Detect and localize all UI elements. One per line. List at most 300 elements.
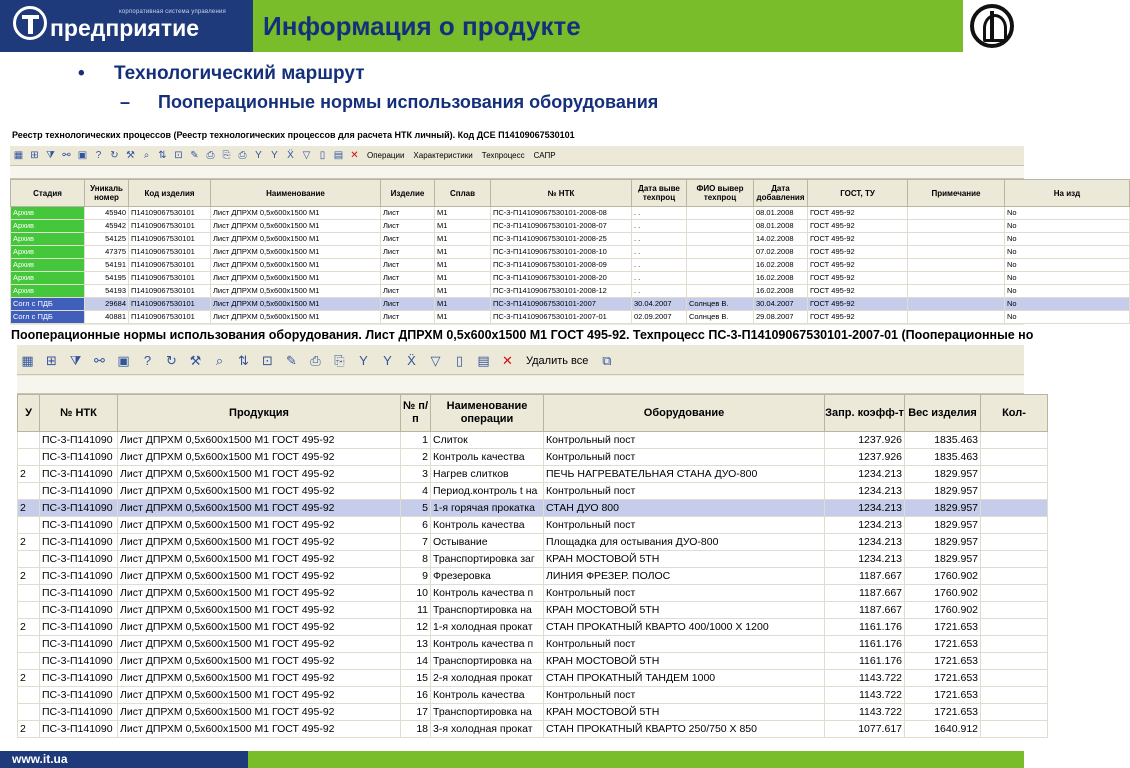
- cell-stage: Согл с ПДБ: [11, 311, 85, 324]
- it-logo-icon: [13, 6, 47, 40]
- cell-weight: 1835.463: [905, 432, 981, 449]
- cell-product: Лист ДПРХМ 0,5х600х1500 М1 ГОСТ 495-92: [118, 534, 401, 551]
- cell-n: 5: [401, 500, 431, 517]
- cell-coef: 1234.213: [825, 483, 905, 500]
- cell-date_add: 14.02.2008: [754, 233, 808, 246]
- registry-table: [10, 179, 1130, 324]
- cell-flag: No: [1005, 246, 1130, 259]
- cell-equip: КРАН МОСТОВОЙ 5ТН: [544, 602, 825, 619]
- column-header[interactable]: № п/п: [401, 395, 431, 432]
- cell-qty: [981, 568, 1048, 585]
- delete-icon[interactable]: ✕: [350, 150, 359, 161]
- sapr-button[interactable]: САПР: [533, 151, 556, 160]
- cell-qty: [981, 449, 1048, 466]
- cell-product: Лист: [381, 220, 435, 233]
- cell-product: Лист ДПРХМ 0,5х600х1500 М1 ГОСТ 495-92: [118, 670, 401, 687]
- cell-num: 54125: [85, 233, 129, 246]
- grid-icon[interactable]: ▦: [13, 150, 24, 161]
- table-row[interactable]: [18, 551, 1048, 568]
- column-header[interactable]: Наименование: [211, 180, 381, 207]
- table-row[interactable]: [11, 259, 1130, 272]
- cell-op: Транспортировка на: [431, 602, 544, 619]
- edit-icon[interactable]: ✎: [286, 353, 297, 368]
- funnel-icon[interactable]: ▽: [302, 150, 311, 161]
- column-header[interactable]: Уникаль номер: [85, 180, 129, 207]
- column-header[interactable]: Наименование операции: [431, 395, 544, 432]
- table-row[interactable]: [18, 704, 1048, 721]
- filter-remove-icon[interactable]: Ẍ: [287, 150, 294, 161]
- cell-n: 3: [401, 466, 431, 483]
- cell-date_out: 30.04.2007: [632, 298, 687, 311]
- cell-code: П14109067530101: [129, 298, 211, 311]
- cell-name: Лист ДПРХМ 0,5х600х1500 М1: [211, 220, 381, 233]
- grid-icon[interactable]: ▦: [21, 353, 34, 368]
- cell-u: [18, 551, 40, 568]
- cell-gost: ГОСТ 495-92: [808, 311, 908, 324]
- hierarchy-icon[interactable]: ⚯: [62, 150, 71, 161]
- cell-weight: 1721.653: [905, 687, 981, 704]
- bullet-level2: [120, 92, 658, 113]
- cell-alloy: М1: [435, 233, 491, 246]
- cell-product: Лист: [381, 207, 435, 220]
- cell-qty: [981, 670, 1048, 687]
- table-row[interactable]: [11, 285, 1130, 298]
- cell-gost: ГОСТ 495-92: [808, 259, 908, 272]
- cell-ntk: ПС-3-П141090: [40, 500, 118, 517]
- cell-product: Лист ДПРХМ 0,5х600х1500 М1 ГОСТ 495-92: [118, 432, 401, 449]
- cell-u: [18, 653, 40, 670]
- cell-coef: 1143.722: [825, 704, 905, 721]
- cell-n: 2: [401, 449, 431, 466]
- cell-fio: [687, 233, 754, 246]
- cell-qty: [981, 517, 1048, 534]
- help-icon[interactable]: ?: [95, 150, 102, 161]
- delete-icon[interactable]: ✕: [502, 353, 513, 368]
- cell-product: Лист ДПРХМ 0,5х600х1500 М1 ГОСТ 495-92: [118, 466, 401, 483]
- table-row[interactable]: [11, 233, 1130, 246]
- registry-toolbar: [10, 146, 1024, 166]
- cell-product: Лист ДПРХМ 0,5х600х1500 М1 ГОСТ 495-92: [118, 585, 401, 602]
- window-icon[interactable]: ▣: [117, 353, 130, 368]
- cell-qty: [981, 602, 1048, 619]
- cell-ntk: ПС-3-П141090: [40, 585, 118, 602]
- cell-equip: Контрольный пост: [544, 449, 825, 466]
- cell-weight: 1640.912: [905, 721, 981, 738]
- cell-ntk: ПС-3-П141090: [40, 687, 118, 704]
- cell-n: 9: [401, 568, 431, 585]
- column-header[interactable]: Изделие: [381, 180, 435, 207]
- table-row[interactable]: [18, 670, 1048, 687]
- cell-qty: [981, 653, 1048, 670]
- new-document-icon[interactable]: ▯: [319, 150, 326, 161]
- cell-note: [908, 272, 1005, 285]
- search-icon[interactable]: ⌕: [215, 353, 224, 368]
- cell-ntk: ПС-3-П14109067530101-2008-09: [491, 259, 632, 272]
- cell-u: 2: [18, 619, 40, 636]
- cell-u: 2: [18, 534, 40, 551]
- refresh-icon[interactable]: ↻: [166, 353, 177, 368]
- cell-name: Лист ДПРХМ 0,5х600х1500 М1: [211, 233, 381, 246]
- cell-gost: ГОСТ 495-92: [808, 285, 908, 298]
- column-header[interactable]: Код изделия: [129, 180, 211, 207]
- new-document-icon[interactable]: ▯: [455, 353, 464, 368]
- print-preview-icon[interactable]: ⎘: [334, 353, 345, 368]
- cell-product: Лист ДПРХМ 0,5х600х1500 М1 ГОСТ 495-92: [118, 687, 401, 704]
- cell-coef: 1237.926: [825, 449, 905, 466]
- cell-n: 8: [401, 551, 431, 568]
- table-row[interactable]: [18, 466, 1048, 483]
- cell-ntk: ПС-3-П14109067530101-2007: [491, 298, 632, 311]
- cell-n: 6: [401, 517, 431, 534]
- cell-u: 2: [18, 568, 40, 585]
- cell-equip: Контрольный пост: [544, 483, 825, 500]
- table-row[interactable]: [18, 585, 1048, 602]
- table-row[interactable]: [11, 246, 1130, 259]
- cell-product: Лист: [381, 311, 435, 324]
- cell-coef: 1237.926: [825, 432, 905, 449]
- cell-weight: 1829.957: [905, 551, 981, 568]
- cell-ntk: ПС-3-П14109067530101-2008-25: [491, 233, 632, 246]
- cell-n: 18: [401, 721, 431, 738]
- cell-gost: ГОСТ 495-92: [808, 220, 908, 233]
- cell-op: 2-я холодная прокат: [431, 670, 544, 687]
- column-header[interactable]: Запр. коэфф-т: [825, 395, 905, 432]
- table-row[interactable]: [18, 602, 1048, 619]
- cell-product: Лист: [381, 285, 435, 298]
- cell-equip: Контрольный пост: [544, 687, 825, 704]
- cell-date_out: . .: [632, 233, 687, 246]
- cell-date_out: . .: [632, 207, 687, 220]
- cell-name: Лист ДПРХМ 0,5х600х1500 М1: [211, 246, 381, 259]
- cell-u: [18, 704, 40, 721]
- tree-icon[interactable]: ⊞: [30, 150, 39, 161]
- document-icon[interactable]: ▤: [477, 353, 490, 368]
- bullet-dash-icon: –: [120, 92, 131, 112]
- cell-equip: СТАН ПРОКАТНЫЙ КВАРТО 250/750 Х 850: [544, 721, 825, 738]
- column-header[interactable]: ГОСТ, ТУ: [808, 180, 908, 207]
- cell-coef: 1187.667: [825, 568, 905, 585]
- tree-icon[interactable]: ⊞: [46, 353, 57, 368]
- table-row[interactable]: [18, 483, 1048, 500]
- filter-icon[interactable]: ⧩: [69, 353, 82, 368]
- cell-u: [18, 636, 40, 653]
- cell-n: 12: [401, 619, 431, 636]
- cell-op: Контроль качества п: [431, 636, 544, 653]
- column-header[interactable]: Стадия: [11, 180, 85, 207]
- registry-filter-row[interactable]: [10, 166, 1024, 179]
- cell-op: 1-я горячая прокатка: [431, 500, 544, 517]
- column-header[interactable]: ФИО вывер техпроц: [687, 180, 754, 207]
- cell-ntk: ПС-3-П14109067530101-2007-01: [491, 311, 632, 324]
- norms-filter-row[interactable]: [17, 376, 1024, 394]
- cell-ntk: ПС-3-П141090: [40, 551, 118, 568]
- cell-u: 2: [18, 466, 40, 483]
- cell-n: 14: [401, 653, 431, 670]
- partner-emblem-icon: [970, 4, 1014, 48]
- cell-product: Лист ДПРХМ 0,5х600х1500 М1 ГОСТ 495-92: [118, 602, 401, 619]
- window-icon[interactable]: ▣: [77, 150, 88, 161]
- cell-note: [908, 207, 1005, 220]
- column-header[interactable]: Вес изделия: [905, 395, 981, 432]
- cell-ntk: ПС-3-П141090: [40, 721, 118, 738]
- cell-u: [18, 483, 40, 500]
- edit-icon[interactable]: ✎: [190, 150, 199, 161]
- cell-n: 16: [401, 687, 431, 704]
- cell-stage: Архив: [11, 220, 85, 233]
- cell-op: Контроль качества: [431, 687, 544, 704]
- cell-weight: 1760.902: [905, 568, 981, 585]
- bullet-dot-icon: •: [78, 63, 85, 84]
- cell-date_out: . .: [632, 272, 687, 285]
- cell-ntk: ПС-3-П141090: [40, 704, 118, 721]
- cell-num: 54191: [85, 259, 129, 272]
- cell-note: [908, 220, 1005, 233]
- cell-n: 4: [401, 483, 431, 500]
- cell-ntk: ПС-3-П14109067530101-2008-20: [491, 272, 632, 285]
- cell-u: [18, 687, 40, 704]
- table-row[interactable]: [11, 298, 1130, 311]
- cell-fio: Солнцев В.: [687, 311, 754, 324]
- cell-ntk: ПС-3-П141090: [40, 534, 118, 551]
- table-row[interactable]: [18, 432, 1048, 449]
- cell-op: Контроль качества: [431, 449, 544, 466]
- printer-icon[interactable]: ⎙: [238, 150, 247, 161]
- cell-u: [18, 585, 40, 602]
- cell-qty: [981, 704, 1048, 721]
- cell-weight: 1721.653: [905, 670, 981, 687]
- table-row[interactable]: [18, 636, 1048, 653]
- cell-fio: [687, 246, 754, 259]
- footer-url[interactable]: www.it.ua: [12, 752, 68, 766]
- cell-alloy: М1: [435, 298, 491, 311]
- cell-date_add: 16.02.2008: [754, 285, 808, 298]
- cell-num: 45942: [85, 220, 129, 233]
- column-header[interactable]: Дата выве техпроц: [632, 180, 687, 207]
- cell-ntk: ПС-3-П141090: [40, 432, 118, 449]
- delete-all-button[interactable]: Удалить все: [526, 354, 589, 367]
- refresh-icon[interactable]: ↻: [110, 150, 119, 161]
- cell-u: [18, 432, 40, 449]
- cell-product: Лист ДПРХМ 0,5х600х1500 М1 ГОСТ 495-92: [118, 619, 401, 636]
- cell-ntk: ПС-3-П141090: [40, 483, 118, 500]
- cell-code: П14109067530101: [129, 259, 211, 272]
- cell-n: 11: [401, 602, 431, 619]
- cell-note: [908, 298, 1005, 311]
- cell-stage: Архив: [11, 233, 85, 246]
- cell-date_out: . .: [632, 285, 687, 298]
- filter-remove-icon[interactable]: Ẍ: [407, 353, 416, 368]
- cell-product: Лист ДПРХМ 0,5х600х1500 М1 ГОСТ 495-92: [118, 653, 401, 670]
- cell-date_out: . .: [632, 259, 687, 272]
- cell-weight: 1829.957: [905, 483, 981, 500]
- cell-qty: [981, 619, 1048, 636]
- operations-button[interactable]: Операции: [367, 151, 405, 160]
- cell-code: П14109067530101: [129, 233, 211, 246]
- cell-alloy: М1: [435, 220, 491, 233]
- cell-equip: КРАН МОСТОВОЙ 5ТН: [544, 653, 825, 670]
- table-row[interactable]: [11, 311, 1130, 324]
- cell-ntk: ПС-3-П141090: [40, 449, 118, 466]
- cell-product: Лист ДПРХМ 0,5х600х1500 М1 ГОСТ 495-92: [118, 721, 401, 738]
- cell-qty: [981, 466, 1048, 483]
- cell-date_add: 07.02.2008: [754, 246, 808, 259]
- filter-clear-icon[interactable]: Y: [271, 150, 278, 161]
- table-row[interactable]: [18, 687, 1048, 704]
- filter-add-icon[interactable]: Y: [359, 353, 368, 368]
- column-header[interactable]: У: [18, 395, 40, 432]
- print-icon[interactable]: ⎙: [310, 353, 321, 368]
- cell-fio: [687, 272, 754, 285]
- cell-gost: ГОСТ 495-92: [808, 298, 908, 311]
- cell-op: 1-я холодная прокат: [431, 619, 544, 636]
- table-row[interactable]: [11, 207, 1130, 220]
- cell-weight: 1760.902: [905, 602, 981, 619]
- cell-product: Лист: [381, 272, 435, 285]
- cell-date_add: 16.02.2008: [754, 259, 808, 272]
- zoom-icon[interactable]: ⊡: [262, 353, 273, 368]
- print-preview-icon[interactable]: ⎘: [222, 150, 231, 161]
- cell-ntk: ПС-3-П141090: [40, 568, 118, 585]
- cell-date_out: 02.09.2007: [632, 311, 687, 324]
- cell-ntk: ПС-3-П141090: [40, 636, 118, 653]
- help-icon[interactable]: ?: [143, 353, 152, 368]
- filter-clear-icon[interactable]: Y: [383, 353, 392, 368]
- print-icon[interactable]: ⎙: [206, 150, 215, 161]
- column-header[interactable]: Сплав: [435, 180, 491, 207]
- cell-coef: 1143.722: [825, 687, 905, 704]
- table-row[interactable]: [18, 568, 1048, 585]
- bullet-level1: [78, 63, 365, 85]
- cell-fio: [687, 207, 754, 220]
- cell-code: П14109067530101: [129, 272, 211, 285]
- cell-equip: Контрольный пост: [544, 636, 825, 653]
- filter-add-icon[interactable]: Y: [255, 150, 262, 161]
- column-header[interactable]: Продукция: [118, 395, 401, 432]
- document-icon[interactable]: ▤: [333, 150, 344, 161]
- cell-note: [908, 285, 1005, 298]
- cell-product: Лист ДПРХМ 0,5х600х1500 М1 ГОСТ 495-92: [118, 500, 401, 517]
- filter-icon[interactable]: ⧩: [46, 150, 55, 161]
- cell-u: 2: [18, 721, 40, 738]
- column-header[interactable]: Кол-: [981, 395, 1048, 432]
- cell-coef: 1077.617: [825, 721, 905, 738]
- cell-qty: [981, 687, 1048, 704]
- cell-op: Фрезеровка: [431, 568, 544, 585]
- cell-fio: Солнцев В.: [687, 298, 754, 311]
- table-row[interactable]: [18, 500, 1048, 517]
- cell-equip: Площадка для остывания ДУО-800: [544, 534, 825, 551]
- search-icon[interactable]: ⌕: [143, 150, 150, 161]
- table-row[interactable]: [11, 272, 1130, 285]
- cell-name: Лист ДПРХМ 0,5х600х1500 М1: [211, 311, 381, 324]
- cell-coef: 1234.213: [825, 551, 905, 568]
- table-row[interactable]: [11, 220, 1130, 233]
- registry-window: [10, 125, 1081, 325]
- cell-n: 15: [401, 670, 431, 687]
- zoom-icon[interactable]: ⊡: [174, 150, 183, 161]
- tools-icon[interactable]: ⚒: [189, 353, 202, 368]
- hierarchy-icon[interactable]: ⚯: [94, 353, 105, 368]
- table-row[interactable]: [18, 534, 1048, 551]
- cell-u: [18, 449, 40, 466]
- column-header[interactable]: Дата добавления: [754, 180, 808, 207]
- cell-num: 45940: [85, 207, 129, 220]
- cell-name: Лист ДПРХМ 0,5х600х1500 М1: [211, 259, 381, 272]
- cell-weight: 1829.957: [905, 534, 981, 551]
- registry-window-title: Реестр технологических процессов (Реестр технологических процессов для расчета НТК личный). Код ДСЕ П14109067530101: [10, 125, 1024, 146]
- cell-ntk: ПС-3-П141090: [40, 619, 118, 636]
- cell-num: 54193: [85, 285, 129, 298]
- sort-icon[interactable]: ⇅: [238, 353, 249, 368]
- cell-date_out: . .: [632, 220, 687, 233]
- cell-u: [18, 517, 40, 534]
- cell-ntk: ПС-3-П141090: [40, 670, 118, 687]
- column-header[interactable]: Примечание: [908, 180, 1005, 207]
- cell-flag: No: [1005, 298, 1130, 311]
- cell-ntk: ПС-3-П14109067530101-2008-08: [491, 207, 632, 220]
- cell-op: Остывание: [431, 534, 544, 551]
- table-row[interactable]: [18, 449, 1048, 466]
- cell-ntk: ПС-3-П141090: [40, 466, 118, 483]
- cell-op: Транспортировка на: [431, 653, 544, 670]
- cell-product: Лист ДПРХМ 0,5х600х1500 М1 ГОСТ 495-92: [118, 568, 401, 585]
- cell-weight: 1829.957: [905, 466, 981, 483]
- table-row[interactable]: [18, 653, 1048, 670]
- windows-icon[interactable]: ⧉: [602, 353, 612, 368]
- cell-stage: Архив: [11, 207, 85, 220]
- cell-fio: [687, 220, 754, 233]
- sort-icon[interactable]: ⇅: [158, 150, 167, 161]
- norms-table: [17, 394, 1048, 738]
- cell-weight: 1760.902: [905, 585, 981, 602]
- cell-equip: КРАН МОСТОВОЙ 5ТН: [544, 704, 825, 721]
- cell-ntk: ПС-3-П14109067530101-2008-10: [491, 246, 632, 259]
- cell-qty: [981, 636, 1048, 653]
- cell-alloy: М1: [435, 272, 491, 285]
- cell-flag: No: [1005, 285, 1130, 298]
- cell-product: Лист: [381, 246, 435, 259]
- cell-ntk: ПС-3-П141090: [40, 653, 118, 670]
- table-row[interactable]: [18, 619, 1048, 636]
- cell-ntk: ПС-3-П141090: [40, 517, 118, 534]
- cell-fio: [687, 285, 754, 298]
- table-row[interactable]: [18, 721, 1048, 738]
- table-row[interactable]: [18, 517, 1048, 534]
- funnel-icon[interactable]: ▽: [430, 353, 441, 368]
- tools-icon[interactable]: ⚒: [126, 150, 135, 161]
- cell-stage: Архив: [11, 259, 85, 272]
- techprocess-button[interactable]: Техпроцесс: [481, 151, 525, 160]
- cell-coef: 1143.722: [825, 670, 905, 687]
- cell-equip: СТАН ДУО 800: [544, 500, 825, 517]
- cell-code: П14109067530101: [129, 285, 211, 298]
- column-header[interactable]: На изд: [1005, 180, 1130, 207]
- characteristics-button[interactable]: Характеристики: [413, 151, 473, 160]
- cell-n: 13: [401, 636, 431, 653]
- cell-weight: 1829.957: [905, 517, 981, 534]
- cell-note: [908, 259, 1005, 272]
- column-header[interactable]: № НТК: [40, 395, 118, 432]
- cell-op: Период.контроль t на: [431, 483, 544, 500]
- cell-product: Лист ДПРХМ 0,5х600х1500 М1 ГОСТ 495-92: [118, 517, 401, 534]
- cell-code: П14109067530101: [129, 207, 211, 220]
- column-header[interactable]: Оборудование: [544, 395, 825, 432]
- cell-equip: ЛИНИЯ ФРЕЗЕР. ПОЛОС: [544, 568, 825, 585]
- column-header[interactable]: № НТК: [491, 180, 632, 207]
- norms-window-title: Пооперационные нормы использования оборудования. Лист ДПРХМ 0,5х600х1500 М1 ГОСТ 495-92. Техпроцесс ПС-3-П14109067530101-2007-01 (Пооперационные но: [11, 328, 1034, 342]
- cell-product: Лист: [381, 298, 435, 311]
- cell-num: 54195: [85, 272, 129, 285]
